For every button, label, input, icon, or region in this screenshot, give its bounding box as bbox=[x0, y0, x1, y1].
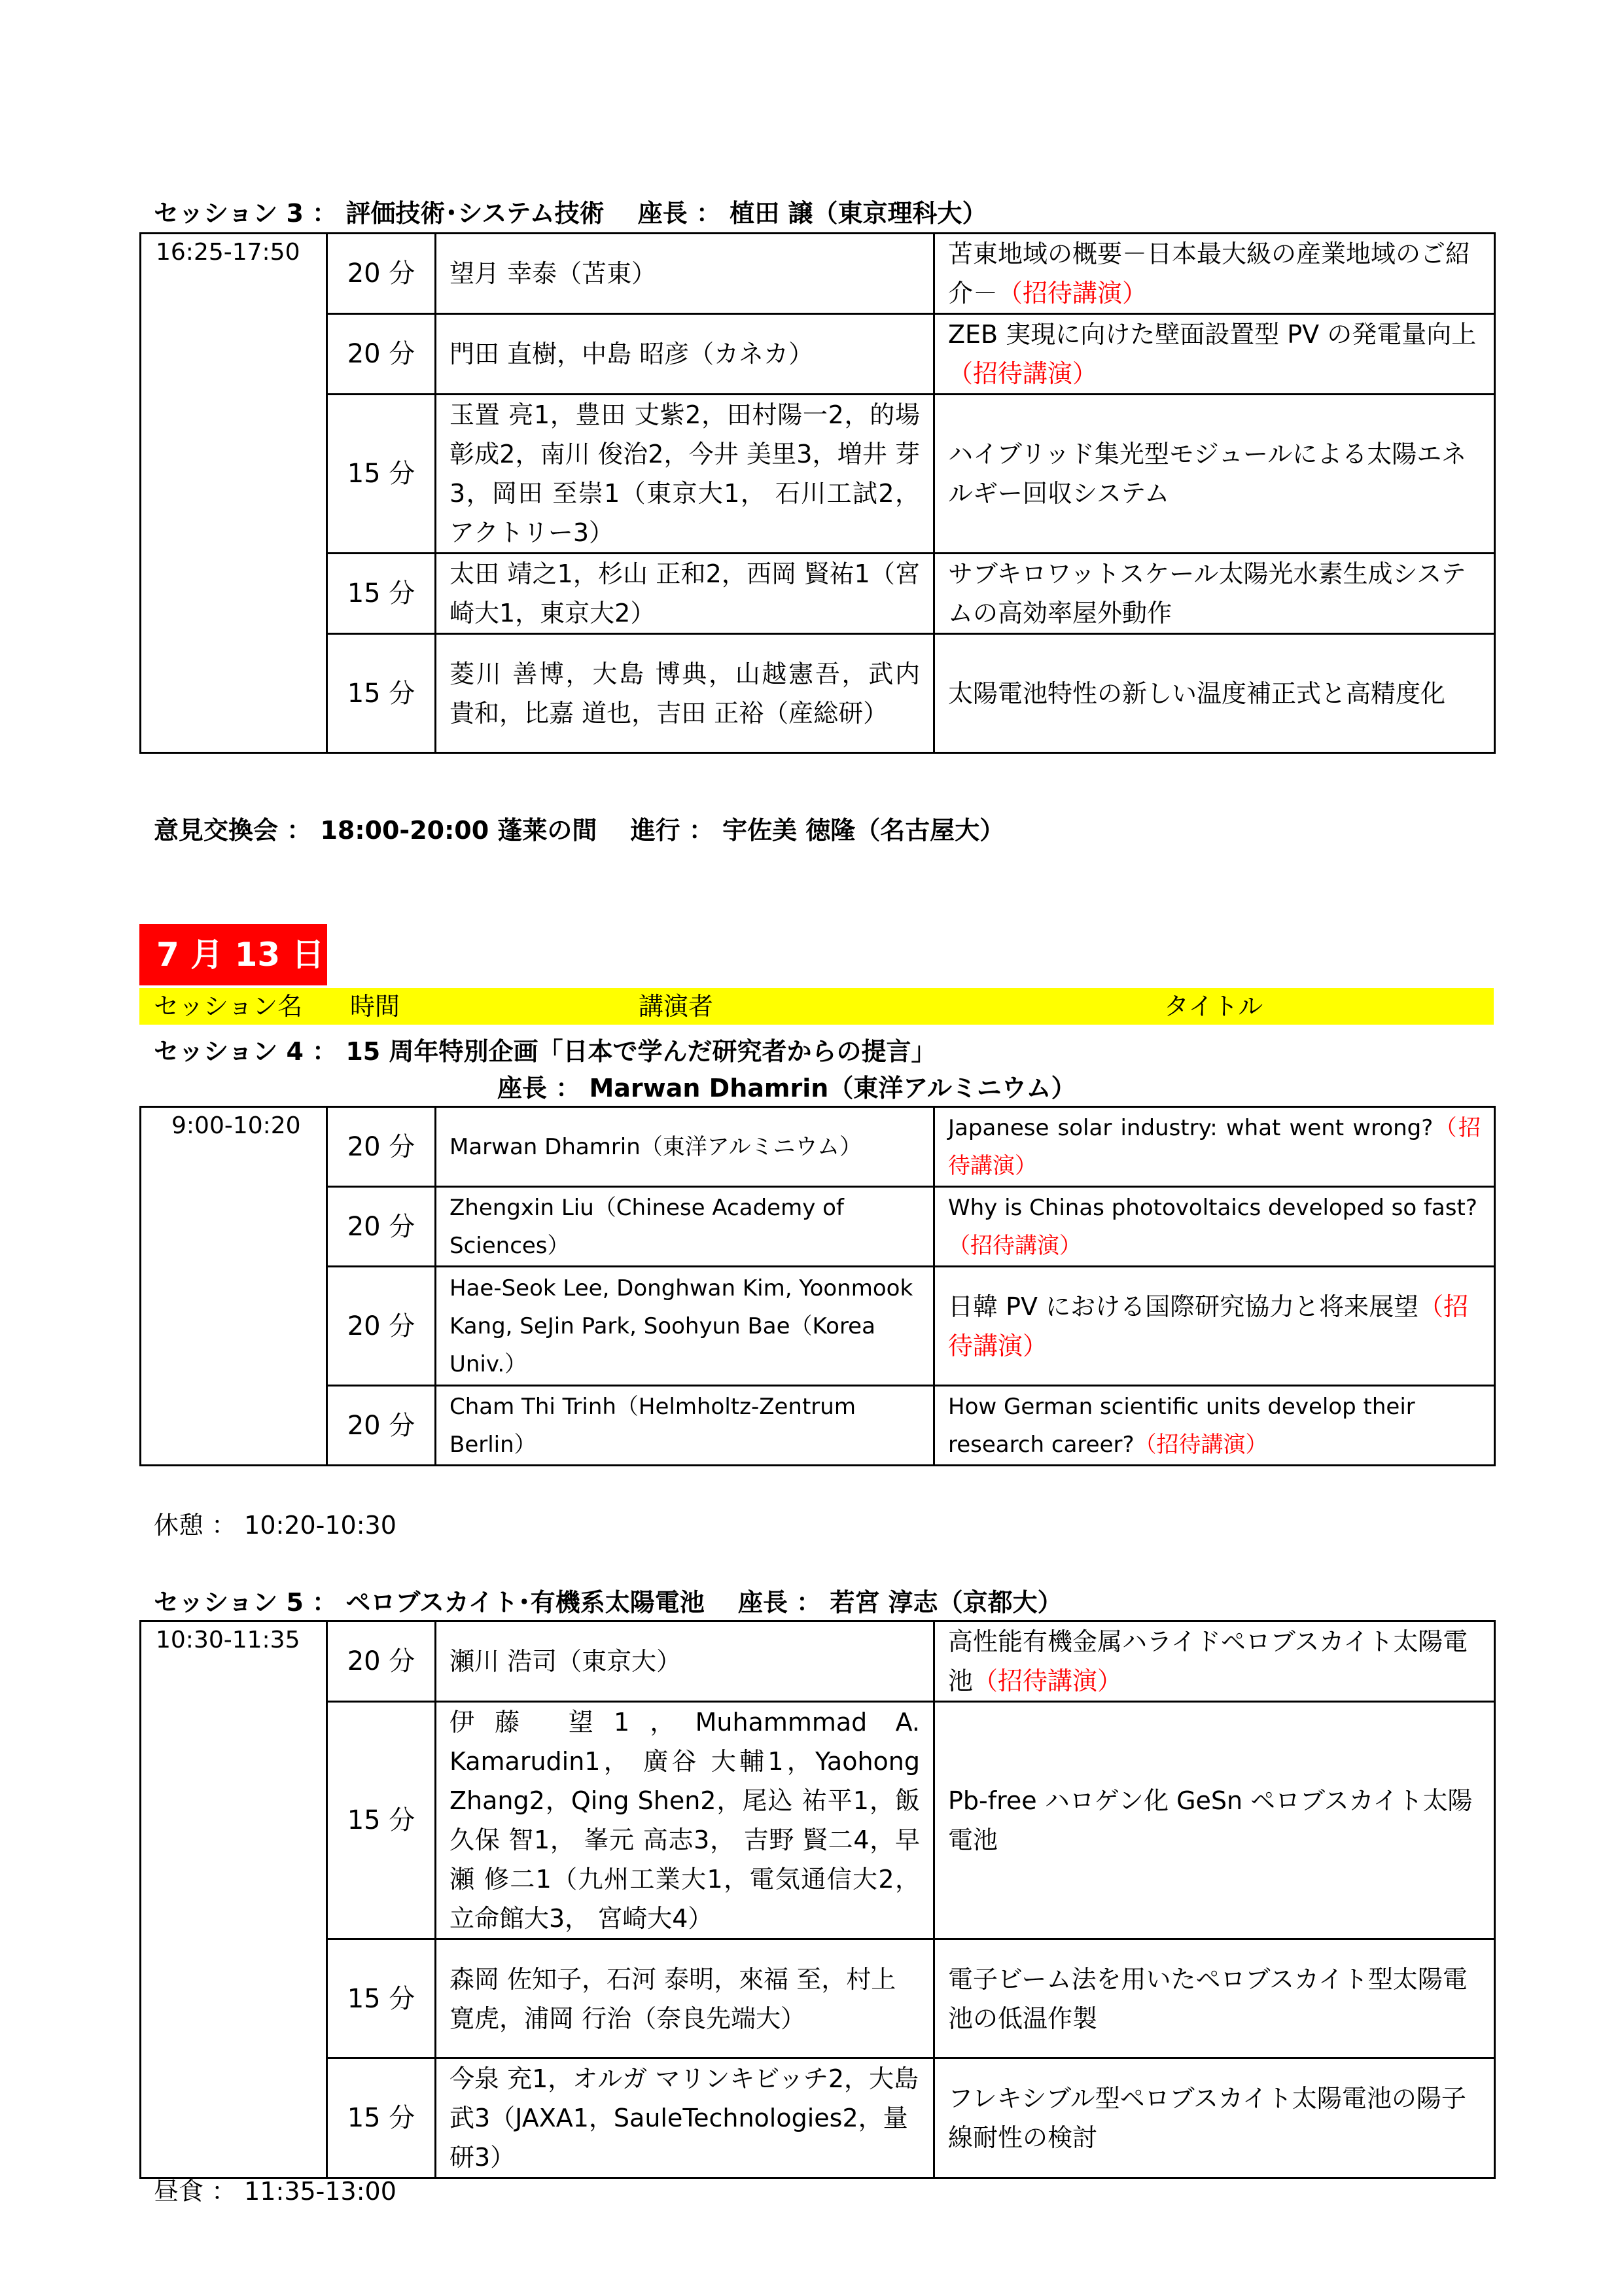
speaker: 門田 直樹，中島 昭彦（カネカ） bbox=[436, 314, 934, 395]
header-speaker: 講演者 bbox=[639, 992, 714, 1021]
speaker: 玉置 亮1，豊田 丈紫2，田村陽一2，的場 彰成2，南川 俊治2，今井 美里3，増井 芽3，岡田 至崇1（東京大1， 石川工試2，アクトリー3） bbox=[436, 395, 934, 554]
talk-title: Pb-free ハロゲン化 GeSn ペロブスカイト太陽電池 bbox=[934, 1702, 1495, 1939]
speaker: Cham Thi Trinh（Helmholtz-Zentrum Berlin） bbox=[436, 1386, 934, 1466]
speaker: Hae-Seok Lee, Donghwan Kim, Yoonmook Kang, SeJin Park, Soohyun Bae（Korea Univ.） bbox=[436, 1267, 934, 1386]
table-row bbox=[141, 234, 1495, 314]
duration: 15 分 bbox=[327, 1939, 436, 2058]
speaker: 菱川 善博，大島 博典，山越憲吾，武内 貴和，比嘉 道也，吉田 正裕（産総研） bbox=[436, 634, 934, 753]
invited-tag: （招待講演） bbox=[998, 279, 1148, 308]
exchange-meeting: 意見交換会 ： 18:00-20:00 蓬莱の間 進行 ： 宇佐美 徳隆（名古屋大） bbox=[154, 816, 1005, 845]
speaker: 望月 幸泰（苫東） bbox=[436, 234, 934, 314]
duration: 15 分 bbox=[327, 395, 436, 554]
talk-title: Japanese solar industry: what went wrong?（招待講演） bbox=[934, 1107, 1495, 1187]
duration: 20 分 bbox=[327, 1187, 436, 1267]
speaker: Zhengxin Liu（Chinese Academy of Sciences） bbox=[436, 1187, 934, 1267]
session3-table bbox=[139, 232, 1496, 754]
duration: 15 分 bbox=[327, 1702, 436, 1939]
duration: 20 分 bbox=[327, 1386, 436, 1466]
table-row bbox=[141, 1107, 1495, 1187]
column-header bbox=[139, 988, 1494, 1025]
duration: 15 分 bbox=[327, 554, 436, 634]
speaker: 森岡 佐知子，石河 泰明，來福 至，村上 寛虎，浦岡 行治（奈良先端大） bbox=[436, 1939, 934, 2058]
invited-tag: （招待講演） bbox=[948, 1292, 1469, 1360]
session3-heading: セッション 3 ： 評価技術･システム技術 座長 ： 植田 譲（東京理科大） bbox=[154, 199, 987, 228]
speaker: 伊藤 望1，Muhammmad A. Kamarudin1， 廣谷 大輔1，Yaohong Zhang2，Qing Shen2，尾込 祐平1，飯久保 智1， 峯元 高志3， 吉野 賢二4，早瀬 修二1（九州工業大1，電気通信大2， 立命館大3， 宮崎大4） bbox=[436, 1702, 934, 1939]
talk-title: 高性能有機金属ハライドペロブスカイト太陽電池（招待講演） bbox=[934, 1621, 1495, 1702]
duration: 20 分 bbox=[327, 314, 436, 395]
talk-title: 日韓 PV における国際研究協力と将来展望（招待講演） bbox=[934, 1267, 1495, 1386]
duration: 20 分 bbox=[327, 1267, 436, 1386]
talk-title: ZEB 実現に向けた壁面設置型 PV の発電量向上（招待講演） bbox=[934, 314, 1495, 395]
session-time: 9:00-10:20 bbox=[141, 1107, 327, 1466]
session4-chair: 座長 ： Marwan Dhamrin（東洋アルミニウム） bbox=[497, 1074, 1076, 1103]
table-row bbox=[141, 1386, 1495, 1466]
talk-title: How German scientific units develop their research career?（招待講演） bbox=[934, 1386, 1495, 1466]
table-row bbox=[141, 634, 1495, 753]
speaker: 太田 靖之1，杉山 正和2，西岡 賢祐1（宮崎大1，東京大2） bbox=[436, 554, 934, 634]
table-row bbox=[141, 395, 1495, 554]
talk-title: フレキシブル型ペロブスカイト太陽電池の陽子線耐性の検討 bbox=[934, 2058, 1495, 2178]
session-time: 10:30-11:35 bbox=[141, 1621, 327, 2178]
invited-tag: （招待講演） bbox=[948, 1232, 1082, 1259]
table-row bbox=[141, 1939, 1495, 2058]
header-title: タイトル bbox=[1164, 992, 1263, 1021]
table-row bbox=[141, 554, 1495, 634]
session5-heading: セッション 5 ： ペロブスカイト･有機系太陽電池 座長 ： 若宮 淳志（京都大） bbox=[154, 1588, 1063, 1617]
duration: 20 分 bbox=[327, 234, 436, 314]
break-time: 休憩 ： 10:20-10:30 bbox=[154, 1511, 396, 1540]
talk-title: サブキロワットスケール太陽光水素生成システムの高効率屋外動作 bbox=[934, 554, 1495, 634]
duration: 15 分 bbox=[327, 2058, 436, 2178]
duration: 20 分 bbox=[327, 1621, 436, 1702]
invited-tag: （招待講演） bbox=[948, 1114, 1481, 1179]
lunch-time: 昼食 ： 11:35-13:00 bbox=[154, 2177, 396, 2206]
talk-title: ハイブリッド集光型モジュールによる太陽エネルギー回収システム bbox=[934, 395, 1495, 554]
duration: 15 分 bbox=[327, 634, 436, 753]
session-time: 16:25-17:50 bbox=[141, 234, 327, 753]
speaker: 今泉 充1，オルガ マリンキビッチ2，大島 武3（JAXA1，SauleTechnologies2，量研3） bbox=[436, 2058, 934, 2178]
table-row bbox=[141, 1187, 1495, 1267]
invited-tag: （招待講演） bbox=[1134, 1431, 1268, 1458]
table-row bbox=[141, 1702, 1495, 1939]
talk-title: 太陽電池特性の新しい温度補正式と高精度化 bbox=[934, 634, 1495, 753]
invited-tag: （招待講演） bbox=[948, 359, 1098, 388]
talk-title: 苫東地域の概要－日本最大級の産業地域のご紹介－（招待講演） bbox=[934, 234, 1495, 314]
session4-table bbox=[139, 1106, 1496, 1466]
speaker: Marwan Dhamrin（東洋アルミニウム） bbox=[436, 1107, 934, 1187]
day-banner: 7 月 13 日 bbox=[139, 924, 327, 985]
table-row bbox=[141, 1267, 1495, 1386]
header-session: セッション名 bbox=[154, 992, 303, 1021]
session4-heading: セッション 4 ： 15 周年特別企画「日本で学んだ研究者からの提言」 bbox=[154, 1037, 936, 1066]
table-row bbox=[141, 1621, 1495, 1702]
talk-title: 電子ビーム法を用いたペロブスカイト型太陽電池の低温作製 bbox=[934, 1939, 1495, 2058]
header-time: 時間 bbox=[350, 992, 400, 1021]
session5-table bbox=[139, 1620, 1496, 2179]
duration: 20 分 bbox=[327, 1107, 436, 1187]
invited-tag: （招待講演） bbox=[973, 1667, 1123, 1695]
table-row bbox=[141, 314, 1495, 395]
speaker: 瀬川 浩司（東京大） bbox=[436, 1621, 934, 1702]
table-row bbox=[141, 2058, 1495, 2178]
talk-title: Why is Chinas photovoltaics developed so fast?（招待講演） bbox=[934, 1187, 1495, 1267]
